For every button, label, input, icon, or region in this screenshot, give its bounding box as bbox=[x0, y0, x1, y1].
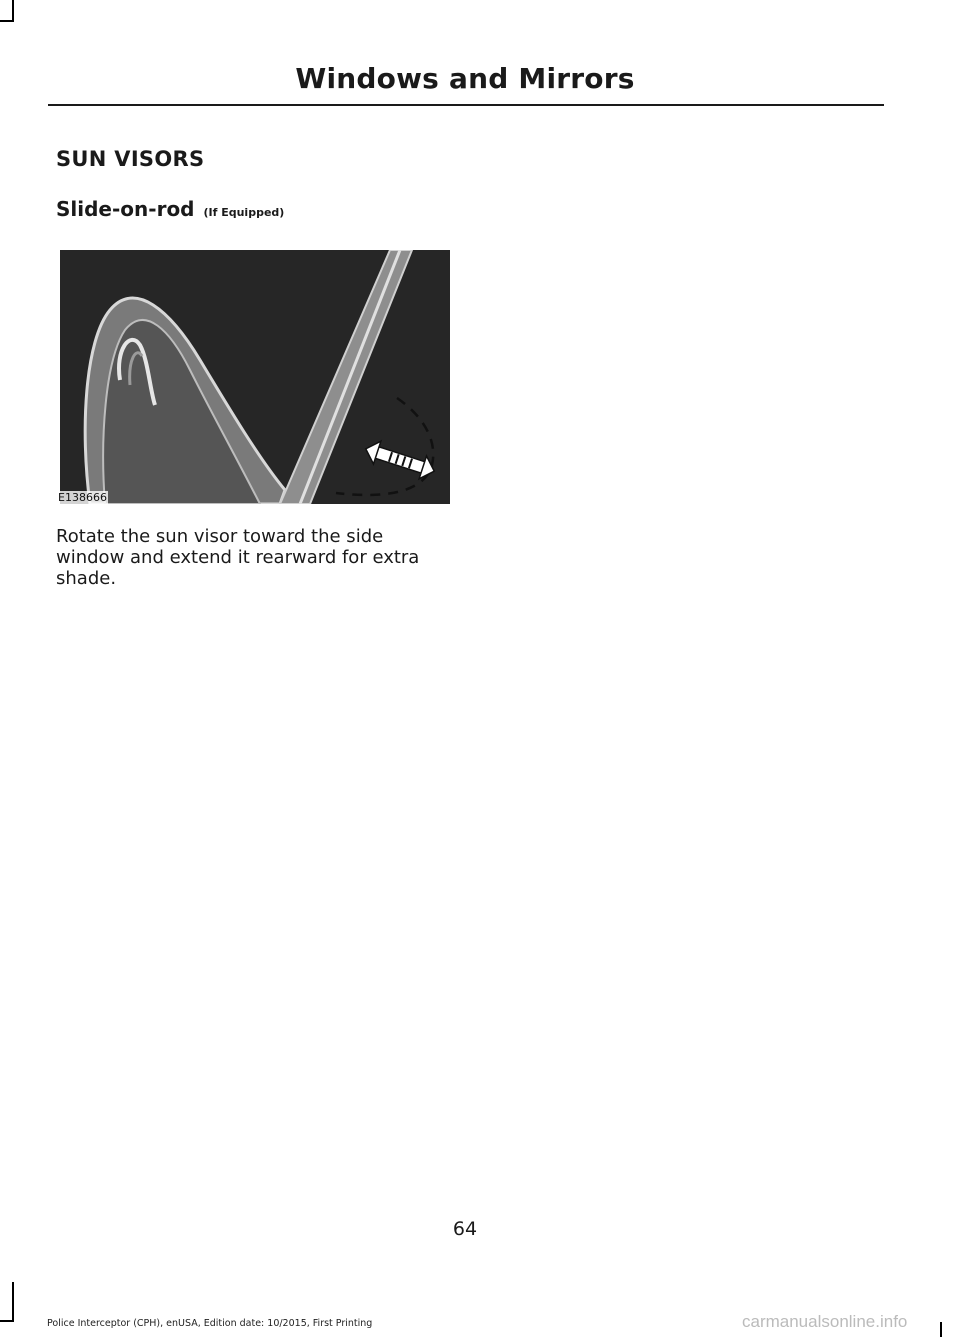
double-arrow-icon bbox=[362, 437, 438, 482]
sun-visor-illustration bbox=[60, 250, 450, 504]
section-title: Windows and Mirrors bbox=[295, 62, 635, 95]
figure-id-label: E138666 bbox=[58, 491, 107, 504]
subheading-slide-on-rod bbox=[56, 197, 284, 221]
watermark: carmanualsonline.info bbox=[742, 1312, 908, 1331]
header-divider bbox=[48, 104, 884, 106]
crop-mark-bottom-left-v bbox=[12, 1282, 14, 1322]
sun-visor-drawing bbox=[60, 250, 450, 504]
body-paragraph: Rotate the sun visor toward the side window and extend it rearward for extra shade. bbox=[56, 526, 420, 589]
footer-edition: Police Interceptor (CPH), enUSA, Edition date: 10/2015, First Printing bbox=[47, 1318, 373, 1329]
subheading-text: Slide-on-rod bbox=[56, 197, 195, 221]
crop-mark-bottom-right-v bbox=[940, 1322, 942, 1337]
crop-mark-bottom-left-h bbox=[0, 1320, 14, 1322]
crop-mark-top-left-v bbox=[12, 0, 14, 22]
subheading-qualifier: (If Equipped) bbox=[203, 206, 285, 219]
crop-mark-top-left-h bbox=[0, 20, 14, 22]
windshield-pillar bbox=[280, 250, 412, 504]
pillar-edge bbox=[300, 250, 400, 504]
page-number: 64 bbox=[452, 1218, 478, 1240]
heading-sun-visors: SUN VISORS bbox=[56, 147, 205, 171]
